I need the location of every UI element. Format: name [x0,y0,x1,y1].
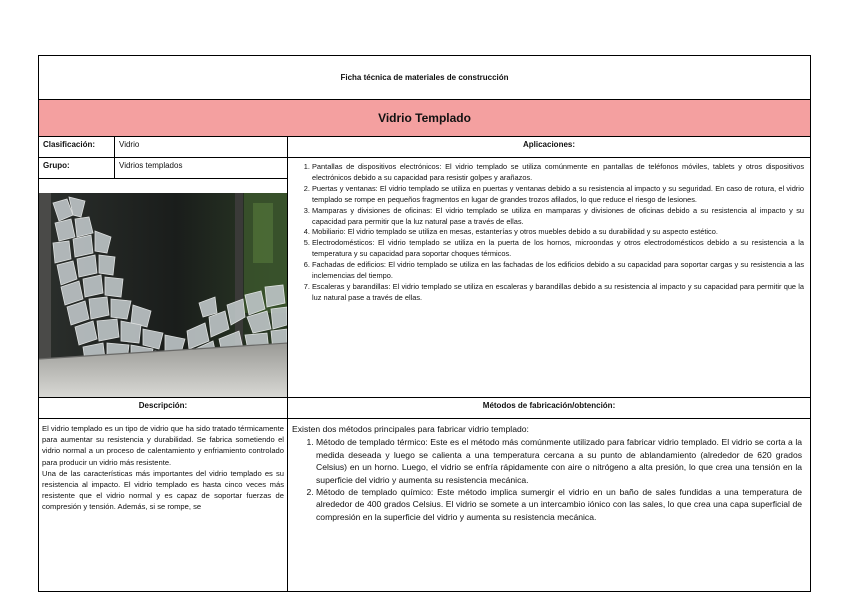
list-item: 4. Mobiliario: El vidrio templado se utiliza en mesas, estanterías y otros muebles debido a su durabilidad y su aspecto estético. [312,227,804,238]
list-item: 2. Puertas y ventanas: El vidrio templado se utiliza en puertas y ventanas debido a su resistencia al impacto y su seguridad. En caso de rotura, el vidrio templado se rompe en pequeños fragmentos en lugar de grandes trozos afilados, lo que reduce el riesgo de lesiones. [312,184,804,206]
list-item: 2. Método de templado químico: Este método implica sumergir el vidrio en un baño de sales fundidas a una temperatura de alrededor de 400 grados Celsius. El vidrio se somete a un intercambio iónico con las sales, lo que crea una capa superficial de compresión en la superficie del vidrio y aumenta su resistencia mecánica. [316,486,802,523]
methods-list [292,436,802,523]
list-item: 1. Método de templado térmico: Este es el método más comúnmente utilizado para fabricar vidrio templado. El vidrio se corta a la medida deseada y luego se calienta a una temperatura cercana a su punto de ablandamiento (alrededor de 620 grados Celsius) en un horno. Luego, el vidrio se enfría rápidamente con aire o nitrógeno a alta presión, lo que crea una tensión en la superficie del vidrio y aumenta su resistencia mecánica. [316,436,802,486]
methods-intro: Existen dos métodos principales para fabricar vidrio templado: [292,424,529,434]
applications-cell [288,158,811,398]
classification-value: Vidrio [115,137,288,158]
sheet-title: Ficha técnica de materiales de construcción [39,56,811,100]
shattered-tempered-glass-photo [39,193,288,397]
list-item: 7. Escaleras y barandillas: El vidrio templado se utiliza en escaleras y barandillas debido a su resistencia al impacto y su capacidad para permitir que la luz natural pase a través de ellas. [312,282,804,304]
description-cell [39,419,288,592]
methods-cell [288,419,811,592]
description-paragraph: Una de las características más importantes del vidrio templado es su resistencia al impacto. El vidrio templado es hasta cinco veces más resistente que el vidrio normal y es capaz de soportar fuerzas de compresión y tensión. Además, si se rompe, se [42,468,284,512]
data-sheet-table [38,55,811,592]
classification-label: Clasificación: [39,137,115,158]
material-name-banner: Vidrio Templado [39,100,811,137]
description-paragraph: El vidrio templado es un tipo de vidrio que ha sido tratado térmicamente para aumentar su resistencia y durabilidad. Se fabrica sometiendo el vidrio normal a un proceso de calentamiento y enfriamiento controlado para producir un vidrio más resistente. [42,424,284,467]
group-label: Grupo: [39,158,115,179]
photo-cell [39,179,288,398]
material-data-sheet [38,55,810,592]
list-item: 5. Electrodomésticos: El vidrio templado se utiliza en la puerta de los hornos, microondas y otros electrodomésticos debido a su resistencia a la temperatura y su capacidad para soportar choques térmicos. [312,238,804,260]
applications-header: Aplicaciones: [288,137,811,158]
methods-header: Métodos de fabricación/obtención: [288,398,811,419]
list-item: 6. Fachadas de edificios: El vidrio templado se utiliza en las fachadas de los edificios debido a su capacidad para soportar cargas y su resistencia a las inclemencias del tiempo. [312,260,804,282]
group-value: Vidrios templados [115,158,288,179]
list-item: 3. Mamparas y divisiones de oficinas: El vidrio templado se utiliza en mamparas y divisiones de oficinas debido a su resistencia al impacto y su capacidad para permitir que la luz natural pase a través de ellas. [312,206,804,228]
applications-list [288,162,804,304]
list-item: 1. Pantallas de dispositivos electrónicos: El vidrio templado se utiliza comúnmente en pantallas de teléfonos móviles, tablets y otros dispositivos electrónicos debido a su capacidad para resistir golpes y arañazos. [312,162,804,184]
description-header: Descripción: [39,398,288,419]
